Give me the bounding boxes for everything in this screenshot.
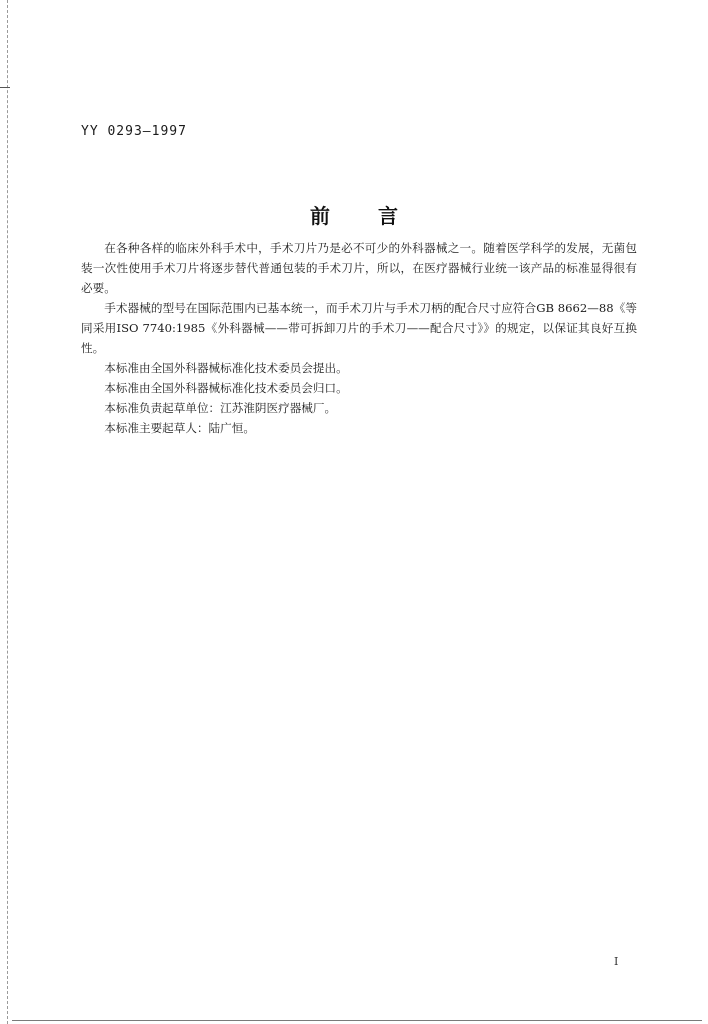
foreword-paragraph-1: 在各种各样的临床外科手术中，手术刀片乃是必不可少的外科器械之一。随着医学科学的发展，无菌包装一次性使用手术刀片将逐步替代普通包装的手术刀片，所以，在医疗器械行业统一该产品的标准显得很有必要。 <box>81 241 637 295</box>
page-title <box>0 200 708 229</box>
standard-code: YY 0293—1997 <box>81 124 187 139</box>
drafting-unit-statement: 本标准负责起草单位：江苏淮阴医疗器械厂。 <box>104 401 337 415</box>
administrator-statement: 本标准由全国外科器械标准化技术委员会归口。 <box>104 381 348 395</box>
title-char-1: 前 <box>310 204 330 228</box>
margin-tick-mark <box>0 87 10 88</box>
foreword-paragraph-2: 手术器械的型号在国际范围内已基本统一，而手术刀片与手术刀柄的配合尺寸应符合GB 8662—88《等同采用ISO 7740:1985《外科器械——带可拆卸刀片的手术刀——配合尺寸》》的规定，以保证其良好互换性。 <box>81 301 637 355</box>
bottom-edge-line <box>12 1020 702 1022</box>
drafter-statement: 本标准主要起草人：陆广恒。 <box>104 421 255 435</box>
binding-margin-line <box>7 0 9 1024</box>
title-char-2: 言 <box>378 204 398 228</box>
page-number: I <box>614 955 619 968</box>
proposer-statement: 本标准由全国外科器械标准化技术委员会提出。 <box>104 361 348 375</box>
foreword-body <box>81 238 637 438</box>
